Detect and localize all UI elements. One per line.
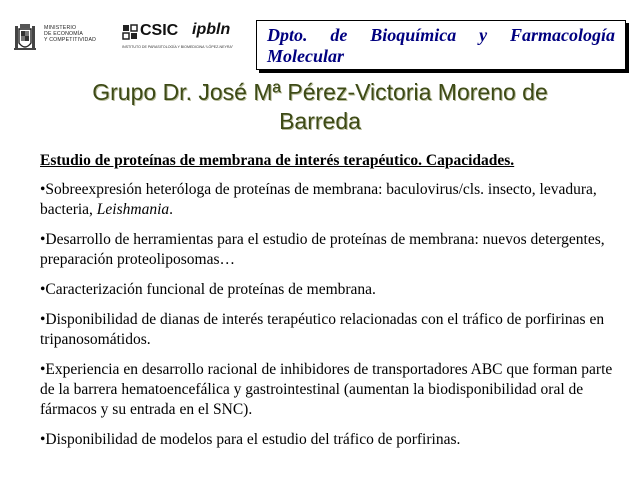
main-content xyxy=(40,151,615,460)
department-line-2: Molecular xyxy=(267,46,345,66)
ministry-line: DE ECONOMÍA xyxy=(44,31,84,37)
ipbln-logo-text: ipbln xyxy=(192,21,231,38)
ministry-text xyxy=(44,25,116,43)
department-box xyxy=(256,20,626,70)
department-line-1 xyxy=(267,25,615,46)
department-word: Dpto. xyxy=(267,25,308,45)
bullet-item: •Disponibilidad de dianas de interés terapéutico relacionadas con el tráfico de porfirinas en tripanosomátidos. xyxy=(40,311,605,348)
institute-text: INSTITUTO DE PARASITOLOGÍA Y BIOMEDICINA “LÓPEZ-NEYRA” xyxy=(122,45,234,49)
bullet-item: •Caracterización funcional de proteínas de membrana. xyxy=(40,281,376,298)
department-word: Farmacología xyxy=(509,25,615,45)
spanish-coat-of-arms-icon xyxy=(12,22,38,54)
bullet-italic-text: Leishmania xyxy=(96,201,170,218)
logos-area xyxy=(10,22,260,56)
bullet-item: •Disponibilidad de modelos para el estudio del tráfico de porfirinas. xyxy=(40,431,461,448)
department-word: de xyxy=(330,25,348,45)
bullet-item: •Desarrollo de herramientas para el estudio de proteínas de membrana: nuevos detergentes, preparación proteoliposomas… xyxy=(40,231,605,268)
group-title-line-1: Grupo Dr. José Mª Pérez-Victoria Moreno de xyxy=(92,79,548,105)
bullet-text: •Sobreexpresión heteróloga de proteínas de membrana: baculovirus/cls. insecto, levadura, bacteria, xyxy=(40,181,597,218)
bullet-item: •Experiencia en desarrollo racional de inhibidores de transportadores ABC que forman parte de la barrera hematoencefálica y gastrointestinal (aumentan la biodisponibilidad oral de fármacos y su entrada en el SNC). xyxy=(40,361,613,418)
ministry-line: MINISTERIO xyxy=(44,25,77,31)
department-word: y xyxy=(479,25,488,45)
section-heading: Estudio de proteínas de membrana de interés terapéutico. Capacidades. xyxy=(40,152,515,169)
department-word: Bioquímica xyxy=(370,25,457,45)
group-title-line-2: Barreda xyxy=(279,108,361,134)
csic-logo-text: CSIC xyxy=(140,22,179,39)
bullet-item xyxy=(40,180,615,220)
bullet-trailing-text: . xyxy=(169,201,174,218)
ministry-line: Y COMPETITIVIDAD xyxy=(44,37,97,43)
group-title xyxy=(0,78,640,136)
csic-logo-icon xyxy=(122,24,140,40)
